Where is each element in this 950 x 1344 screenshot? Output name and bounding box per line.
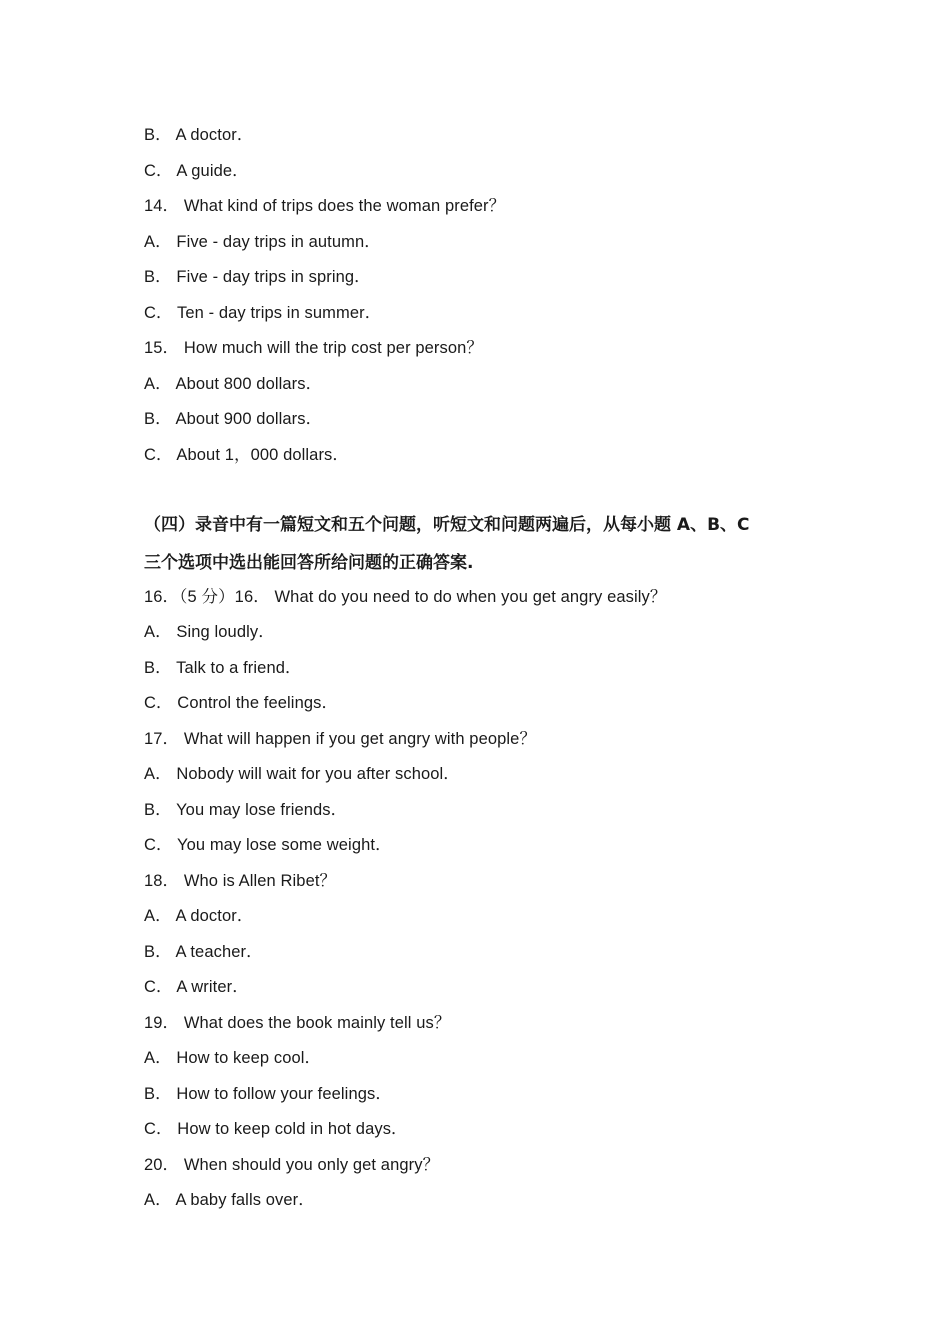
option-20-a: A． A baby falls over． — [144, 1191, 315, 1209]
option-18-c: C． A writer． — [144, 978, 249, 996]
option-19-c: C． How to keep cold in hot days． — [144, 1120, 408, 1138]
option-18-b: B． A teacher． — [144, 943, 263, 961]
option-16-a: A． Sing loudly． — [144, 623, 275, 641]
option-13-b: B． A doctor． — [144, 126, 254, 144]
question-19: 19． What does the book mainly tell us？ — [144, 1014, 451, 1032]
option-18-a: A． A doctor． — [144, 907, 254, 925]
question-18: 18． Who is Allen Ribet？ — [144, 872, 337, 890]
option-16-b: B． Talk to a friend． — [144, 659, 302, 677]
option-14-c: C． Ten - day trips in summer． — [144, 304, 382, 322]
option-13-c: C． A guide． — [144, 162, 249, 180]
option-15-a: A． About 800 dollars． — [144, 375, 323, 393]
option-15-c: C． About 1，000 dollars． — [144, 446, 349, 464]
section-heading-line1: （四）录音中有一篇短文和五个问题，听短文和问题两遍后，从每小题 A、B、C — [144, 515, 750, 535]
question-16: 16．（5 分）16． What do you need to do when you get angry easily？ — [144, 588, 667, 606]
option-15-b: B． About 900 dollars． — [144, 410, 323, 428]
option-17-b: B． You may lose friends． — [144, 801, 348, 819]
option-19-a: A． How to keep cool． — [144, 1049, 322, 1067]
option-14-a: A． Five - day trips in autumn． — [144, 233, 381, 251]
option-17-a: A． Nobody will wait for you after school． — [144, 765, 460, 783]
section-heading-line2: 三个选项中选出能回答所给问题的正确答案. — [144, 553, 474, 573]
option-17-c: C． You may lose some weight． — [144, 836, 392, 854]
question-15: 15． How much will the trip cost per person？ — [144, 339, 484, 357]
option-16-c: C． Control the feelings． — [144, 694, 339, 712]
option-14-b: B． Five - day trips in spring． — [144, 268, 371, 286]
question-17: 17． What will happen if you get angry with people？ — [144, 730, 537, 748]
question-20: 20． When should you only get angry？ — [144, 1156, 440, 1174]
question-14: 14． What kind of trips does the woman prefer？ — [144, 197, 506, 215]
option-19-b: B． How to follow your feelings． — [144, 1085, 392, 1103]
